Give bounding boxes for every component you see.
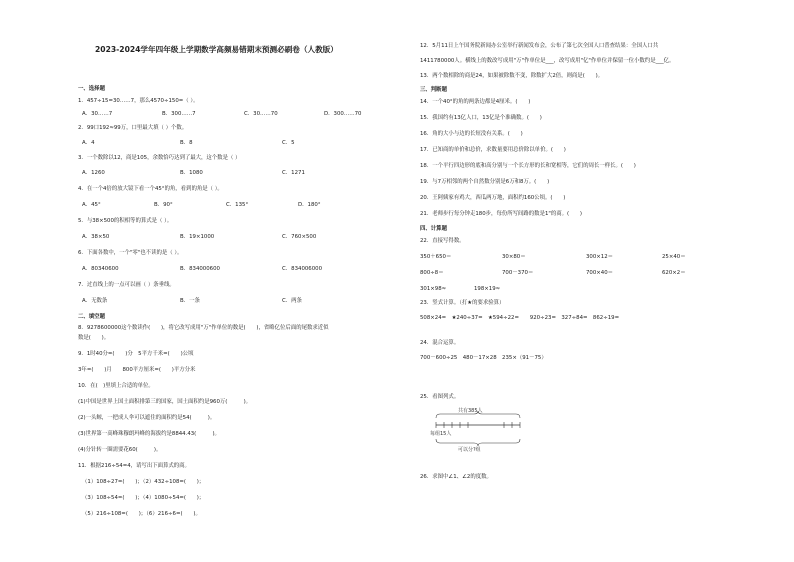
question-12-line-2: 1411780000人。横线上的数改写成用"万"作单位是___，改写成用"亿"作单位并保留一位小数约是___亿。 — [420, 58, 675, 64]
option-a: A．80340600 — [82, 266, 119, 272]
question-10-1: (1)中国是世界上国土面积排第三的国家，国土面积约是960万( )。 — [78, 399, 252, 405]
question-13: 13．两个数相除的商是24，如果被除数不变，除数扩大2倍，则商是( )。 — [420, 73, 604, 79]
calc-item: 30×80＝ — [502, 254, 526, 260]
question-11-row-3: （5）216÷108=( )；（6）216÷6=( )。 — [82, 511, 201, 517]
question-6: 6．下面各数中，一个"零"也不读的是（ ）。 — [78, 250, 183, 256]
option-c: C．两条 — [282, 298, 302, 304]
question-2: 2．99口192≈99万，口里最大填（ ）个数。 — [78, 125, 188, 131]
question-22: 22．直接写得数。 — [420, 238, 465, 244]
option-a: A．无数条 — [82, 298, 108, 304]
calc-item: 700×40＝ — [586, 270, 614, 276]
section-choice: 一、选择题 — [78, 86, 105, 92]
exam-title: 2023-2024学年四年级上学期数学高频易错期末预测必刷卷（人教版） — [95, 45, 338, 54]
question-1: 1．457÷15=30……7，那么4570÷150=（ ）。 — [78, 98, 199, 104]
question-10-2: (2)一头鲸，一把成人伞可以遮住的面积约是54( )。 — [78, 415, 216, 421]
unknown-brace — [436, 439, 520, 446]
option-a: A．1260 — [82, 170, 105, 176]
question-18: 18．一个平行四边形的底和高分别与一个长方形的长和宽相等，它们的周长一样长。( ) — [420, 163, 636, 169]
question-26: 26．求图中∠1、∠2的度数。 — [420, 474, 492, 480]
question-17: 17．已知商的单价和总价，求数量要用总价除以单价。( ) — [420, 147, 566, 153]
question-25: 25．看图列式。 — [420, 394, 460, 400]
calc-item: 300×12＝ — [586, 254, 614, 260]
option-a: A．30……7 — [82, 111, 113, 117]
option-a: A．4 — [82, 140, 95, 146]
question-8-line-1: 8．9278600000这个数读作( )，将它改写成用"万"作单位的数是( )，省略亿位后面的尾数求近似 — [78, 325, 329, 331]
question-10-4: (4)分针转一圈需要花60( )。 — [78, 447, 162, 453]
question-16: 16．角的大小与边的长短没有关系。( ) — [420, 131, 523, 137]
option-d: D．300……70 — [324, 111, 362, 117]
question-4-options — [82, 202, 321, 209]
section-fill: 二、填空题 — [78, 314, 105, 320]
option-b: B．8 — [180, 140, 193, 146]
question-2-options — [82, 140, 295, 147]
question-10-3: (3)世界第一高峰珠穆朗玛峰的海拔约是8844.43( )。 — [78, 431, 220, 437]
option-c: C．135° — [226, 202, 249, 208]
group-label: 每组15人 — [430, 431, 452, 437]
total-label: 共有385人 — [458, 408, 483, 414]
calc-item: 350＋650＝ — [420, 254, 452, 260]
question-5: 5．与38×500的积相等的算式是（ ）。 — [78, 218, 173, 224]
question-15: 15．我国约有13亿人口，13亿是个准确数。( ) — [420, 115, 542, 121]
calc-item: 700－370＝ — [502, 270, 534, 276]
total-brace — [436, 411, 520, 418]
question-5-options — [82, 234, 316, 241]
calc-item: 620×2＝ — [662, 270, 686, 276]
question-24-row: 700－600÷25 480－17×28 235×（91－75） — [420, 355, 547, 361]
option-b: B．834000600 — [180, 266, 220, 272]
option-c: C．5 — [282, 140, 295, 146]
question-9-line-2: 3年=( )月 800平方厘米=( )平方分米 — [78, 367, 196, 373]
question-19: 19．与7万相邻的两个自然数分别是6万和8万。( ) — [420, 179, 550, 185]
question-3-options — [82, 170, 305, 177]
question-6-options — [82, 266, 322, 273]
question-7: 7．过直线上的一点可以画（ ）条垂线。 — [78, 282, 175, 288]
option-b: B．90° — [154, 202, 173, 208]
option-b: B．300……7 — [162, 111, 196, 117]
calc-item: 301×98≈ — [420, 286, 447, 292]
question-10: 10．在( )里填上合适的单位。 — [78, 383, 154, 389]
question-11: 11．根据216÷54=4，请写出下面算式的商。 — [78, 463, 190, 469]
option-b: B．19×1000 — [180, 234, 215, 240]
unknown-label: 可以分?组 — [458, 447, 481, 453]
question-22-row-1 — [420, 254, 686, 261]
question-4: 4．在一个4倍的放大镜下看一个45°的角，看到的角是（ ）。 — [78, 186, 223, 192]
question-3: 3．一个数除以12，商是105，余数恰巧达到了最大，这个数是（ ） — [78, 155, 241, 161]
question-1-options — [82, 111, 361, 118]
question-8-line-2: 数是( )。 — [78, 335, 110, 341]
question-11-row-2: （3）108÷54=( )；（4）1080÷54=( )； — [82, 495, 205, 501]
question-21: 21．老师步行每分钟走180步，每份所写间路的数是1"的商。( ) — [420, 211, 583, 217]
option-b: B．一条 — [180, 298, 200, 304]
option-d: D．180° — [298, 202, 321, 208]
calc-item: 198×19≈ — [474, 286, 501, 292]
question-20: 20．王阿姨家有鸡大，西瓜两万地，面积约160公顷。( ) — [420, 195, 566, 201]
calc-item: 800÷8＝ — [420, 270, 444, 276]
option-c: C．760×500 — [282, 234, 317, 240]
section-judge: 三、判断题 — [420, 87, 447, 93]
question-24: 24．混合运算。 — [420, 340, 460, 346]
question-12-line-1: 12．5月11日上午国务院新闻办公室举行新闻发布会，公布了第七次全国人口普查结果：全国人口共 — [420, 43, 659, 49]
question-7-options — [82, 298, 302, 305]
question-22-row-2 — [420, 270, 686, 277]
option-a: A．45° — [82, 202, 101, 208]
section-calc: 四、计算题 — [420, 226, 447, 232]
option-c: C．30……70 — [244, 111, 278, 117]
question-9-line-1: 9．1时40分=( )分 5平方千米=( )公顷 — [78, 351, 194, 357]
option-c: C．1271 — [282, 170, 305, 176]
question-22-row-3 — [420, 286, 500, 293]
calc-item: 25×40＝ — [662, 254, 686, 260]
question-23: 23．竖式计算。（打★的要求验算） — [420, 300, 505, 306]
segment-diagram — [430, 405, 530, 453]
option-b: B．1080 — [180, 170, 203, 176]
question-23-row: 508×24= ★240÷37= ★594÷22= 920÷23= 327÷84= 862÷19= — [420, 315, 620, 321]
option-c: C．834006000 — [282, 266, 323, 272]
option-a: A．38×50 — [82, 234, 110, 240]
question-11-row-1: （1）108÷27=( )；（2）432÷108=( )； — [82, 479, 205, 485]
question-14: 14．一个40°的角的两条边都是4厘米。( ) — [420, 99, 531, 105]
